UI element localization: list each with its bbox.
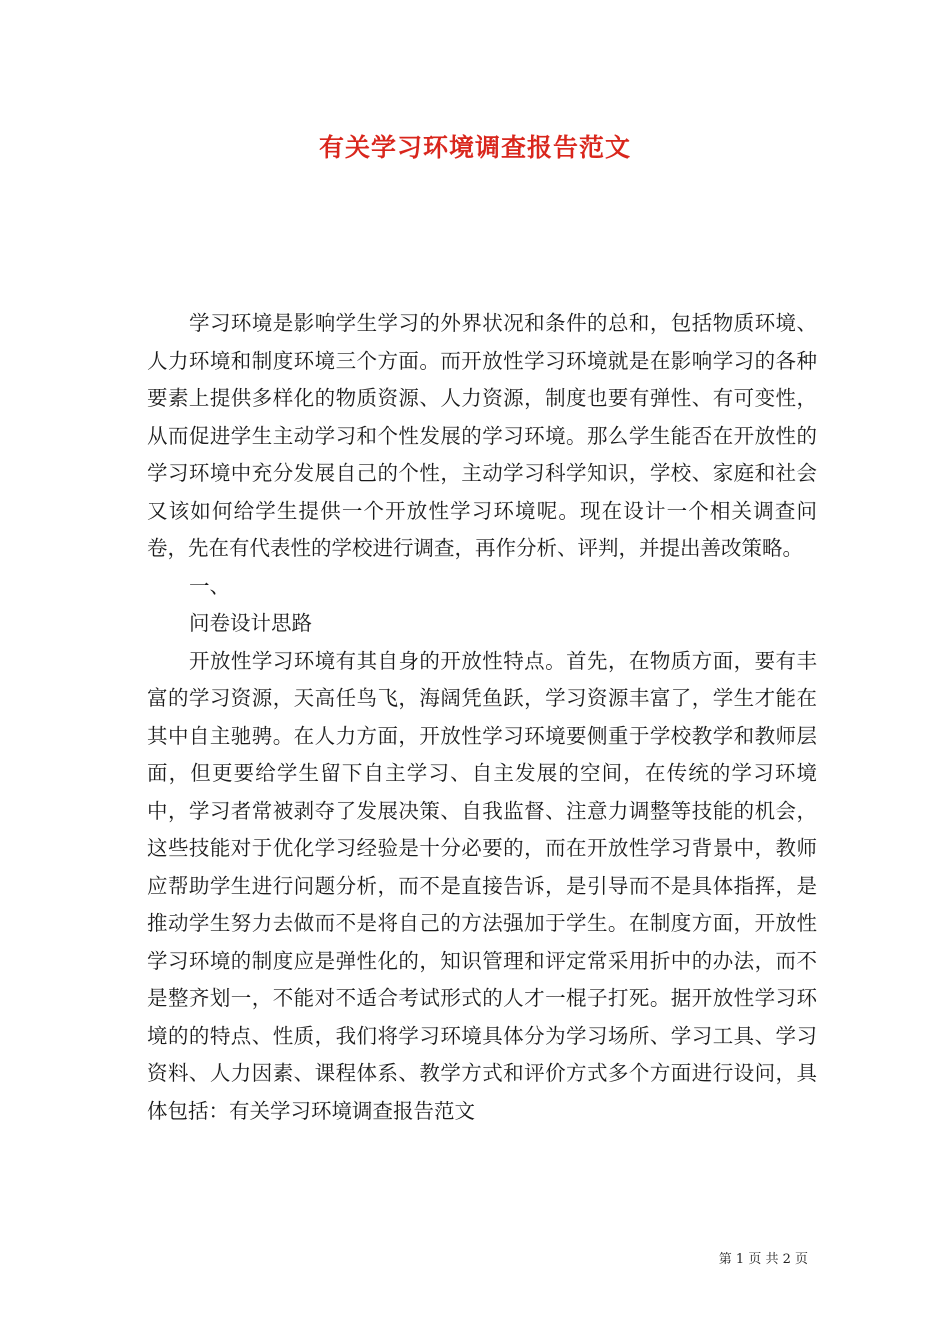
section-number: 一、 (189, 573, 230, 598)
document-body (147, 305, 817, 1130)
page-footer: 第 1 页 共 2 页 (718, 1252, 808, 1267)
document-title: 有关学习环境调查报告范文 (318, 133, 631, 162)
body-paragraph-intro: 学习环境是影响学生学习的外界状况和条件的总和，包括物质环境、人力环境和制度环境三个方面。而开放性学习环境就是在影响学习的各种要素上提供多样化的物质资源、人力资源，制度也要有弹性、有可变性，从而促进学生主动学习和个性发展的学习环境。那么学生能否在开放性的学习环境中充分发展自己的个性，主动学习科学知识，学校、家庭和社会又该如何给学生提供一个开放性学习环境呢。现在设计一个相关调查问卷，先在有代表性的学校进行调查，再作分析、评判，并提出善改策略。 (147, 311, 817, 560)
body-paragraph-design: 开放性学习环境有其自身的开放性特点。首先，在物质方面，要有丰富的学习资源，天高任鸟飞，海阔凭鱼跃，学习资源丰富了，学生才能在其中自主驰骋。在人力方面，开放性学习环境要侧重于学校教学和教师层面，但更要给学生留下自主学习、自主发展的空间，在传统的学习环境中，学习者常被剥夺了发展决策、自我监督、注意力调整等技能的机会，这些技能对于优化学习经验是十分必要的，而在开放性学习背景中，教师应帮助学生进行问题分析，而不是直接告诉，是引导而不是具体指挥，是推动学生努力去做而不是将自己的方法强加于学生。在制度方面，开放性学习环境的制度应是弹性化的，知识管理和评定常采用折中的办法，而不是整齐划一，不能对不适合考试形式的人才一棍子打死。据开放性学习环境的的特点、性质，我们将学习环境具体分为学习场所、学习工具、学习资料、人力因素、课程体系、教学方式和评价方式多个方面进行设问，具体包括：有关学习环境调查报告范文 (147, 648, 817, 1123)
section-heading: 问卷设计思路 (189, 611, 312, 635)
